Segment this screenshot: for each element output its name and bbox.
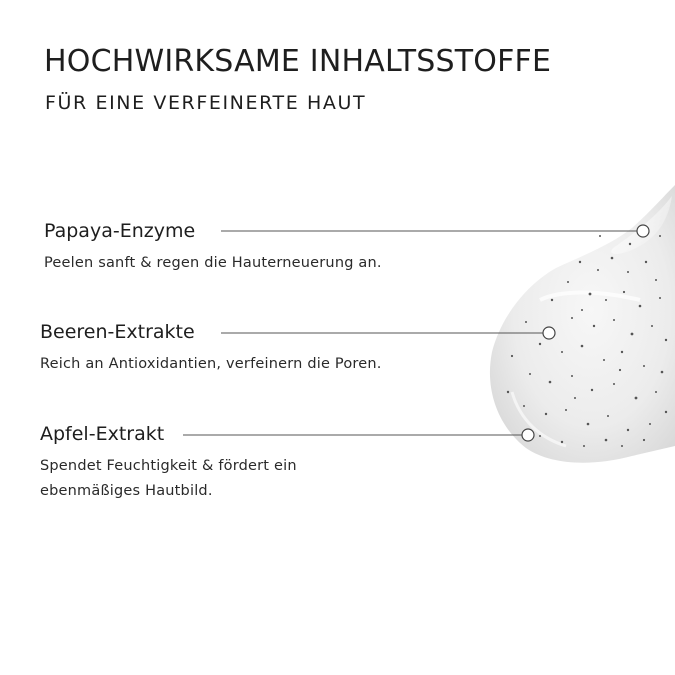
ingredient-description-beeren: Reich an Antioxidantien, verfeinern die Poren. [40, 356, 382, 372]
ingredient-name-papaya: Papaya-Enzyme [44, 220, 196, 242]
marker-papaya [637, 225, 649, 237]
ingredient-name-apfel: Apfel-Extrakt [40, 423, 165, 445]
ingredient-description-apfel: Spendet Feuchtigkeit & fördert ein ebenmäßiges Hautbild. [40, 458, 297, 499]
marker-apfel [522, 429, 534, 441]
page-title: HOCHWIRKSAME INHALTSSTOFFE [44, 44, 552, 79]
page-subtitle: FÜR EINE VERFEINERTE HAUT [45, 92, 367, 114]
ingredient-name-beeren: Beeren-Extrakte [40, 321, 195, 343]
ingredient-description-papaya: Peelen sanft & regen die Hauterneuerung an. [44, 255, 382, 271]
marker-beeren [543, 327, 555, 339]
